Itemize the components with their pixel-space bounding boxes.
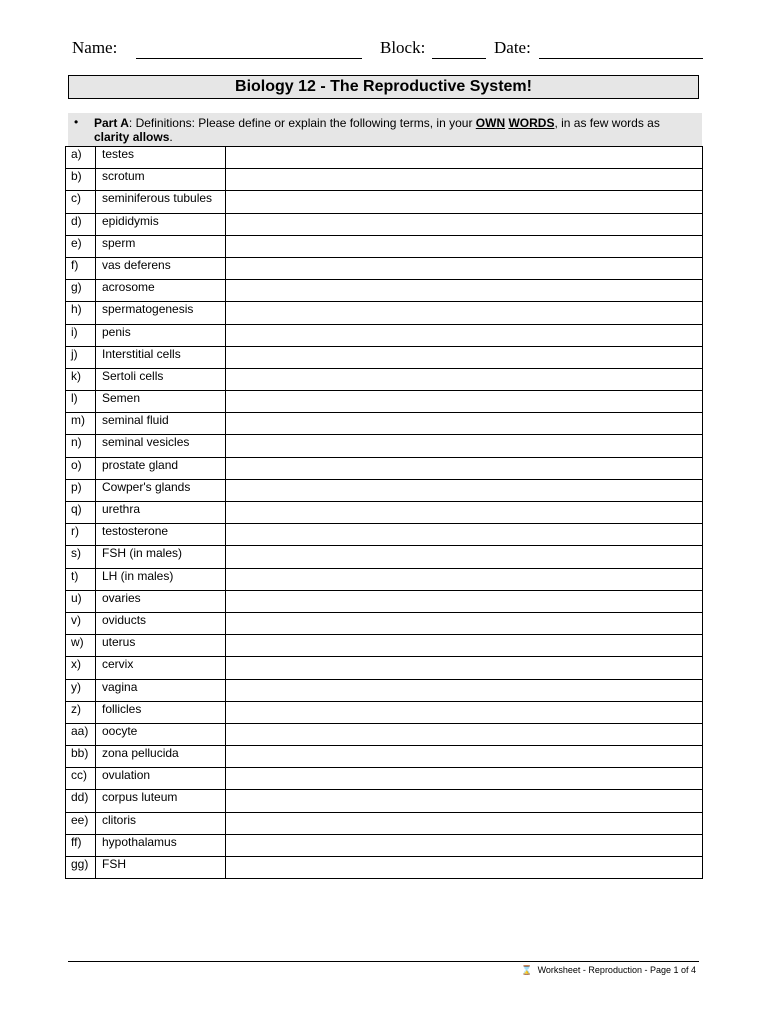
term-name: clitoris — [96, 812, 226, 834]
table-row — [66, 147, 703, 169]
table-row — [66, 368, 703, 390]
instructions-text: Definitions: Please define or explain the following terms, in your — [135, 116, 476, 130]
term-letter: aa) — [66, 723, 96, 745]
term-letter: ee) — [66, 812, 96, 834]
term-name: Interstitial cells — [96, 346, 226, 368]
term-name: oocyte — [96, 723, 226, 745]
part-colon: : — [128, 116, 133, 130]
table-row — [66, 324, 703, 346]
definition-answer-cell[interactable] — [226, 147, 703, 169]
term-name: spermatogenesis — [96, 302, 226, 324]
student-info-header — [70, 38, 710, 62]
term-name: sperm — [96, 235, 226, 257]
definition-answer-cell[interactable] — [226, 524, 703, 546]
term-name: LH (in males) — [96, 568, 226, 590]
table-row — [66, 635, 703, 657]
term-letter: z) — [66, 701, 96, 723]
term-letter: g) — [66, 280, 96, 302]
term-name: uterus — [96, 635, 226, 657]
table-row — [66, 568, 703, 590]
term-letter: s) — [66, 546, 96, 568]
part-a-instructions — [68, 113, 702, 146]
definition-answer-cell[interactable] — [226, 590, 703, 612]
footer-text: Worksheet - Reproduction - Page 1 of 4 — [537, 965, 696, 975]
definition-answer-cell[interactable] — [226, 368, 703, 390]
term-name: seminiferous tubules — [96, 191, 226, 213]
table-row — [66, 657, 703, 679]
table-row — [66, 346, 703, 368]
definition-answer-cell[interactable] — [226, 612, 703, 634]
table-row — [66, 413, 703, 435]
part-label: Part A — [94, 116, 129, 130]
term-name: penis — [96, 324, 226, 346]
term-name: prostate gland — [96, 457, 226, 479]
term-name: vas deferens — [96, 257, 226, 279]
term-letter: m) — [66, 413, 96, 435]
table-row — [66, 723, 703, 745]
name-blank[interactable] — [136, 58, 362, 59]
term-name: seminal vesicles — [96, 435, 226, 457]
worksheet-title: Biology 12 - The Reproductive System! — [68, 75, 699, 99]
term-letter: e) — [66, 235, 96, 257]
definition-answer-cell[interactable] — [226, 280, 703, 302]
term-letter: c) — [66, 191, 96, 213]
definitions-table — [65, 146, 703, 879]
term-letter: p) — [66, 479, 96, 501]
term-letter: x) — [66, 657, 96, 679]
term-letter: bb) — [66, 746, 96, 768]
term-letter: a) — [66, 147, 96, 169]
term-letter: dd) — [66, 790, 96, 812]
term-name: zona pellucida — [96, 746, 226, 768]
table-row — [66, 235, 703, 257]
table-row — [66, 812, 703, 834]
term-name: urethra — [96, 502, 226, 524]
definition-answer-cell[interactable] — [226, 191, 703, 213]
table-row — [66, 834, 703, 856]
term-letter: d) — [66, 213, 96, 235]
table-row — [66, 857, 703, 879]
hourglass-icon: ⌛ — [521, 965, 533, 975]
table-row — [66, 612, 703, 634]
term-letter: r) — [66, 524, 96, 546]
definition-answer-cell[interactable] — [226, 635, 703, 657]
term-name: ovulation — [96, 768, 226, 790]
definition-answer-cell[interactable] — [226, 435, 703, 457]
definition-answer-cell[interactable] — [226, 413, 703, 435]
table-row — [66, 746, 703, 768]
term-letter: h) — [66, 302, 96, 324]
date-blank[interactable] — [539, 58, 703, 59]
term-name: hypothalamus — [96, 834, 226, 856]
definition-answer-cell[interactable] — [226, 235, 703, 257]
definition-answer-cell[interactable] — [226, 169, 703, 191]
definition-answer-cell[interactable] — [226, 324, 703, 346]
term-letter: w) — [66, 635, 96, 657]
table-row — [66, 546, 703, 568]
table-row — [66, 213, 703, 235]
definition-answer-cell[interactable] — [226, 479, 703, 501]
term-name: Semen — [96, 391, 226, 413]
term-name: oviducts — [96, 612, 226, 634]
term-name: FSH (in males) — [96, 546, 226, 568]
term-name: FSH — [96, 857, 226, 879]
table-row — [66, 257, 703, 279]
term-name: follicles — [96, 701, 226, 723]
words-emphasis: WORDS — [508, 116, 555, 130]
definition-answer-cell[interactable] — [226, 723, 703, 745]
term-name: corpus luteum — [96, 790, 226, 812]
term-letter: v) — [66, 612, 96, 634]
table-row — [66, 502, 703, 524]
footer-divider — [68, 961, 699, 962]
definition-answer-cell[interactable] — [226, 346, 703, 368]
definition-answer-cell[interactable] — [226, 657, 703, 679]
term-letter: k) — [66, 368, 96, 390]
table-row — [66, 590, 703, 612]
date-label: Date: — [494, 38, 531, 57]
term-letter: i) — [66, 324, 96, 346]
table-row — [66, 701, 703, 723]
definition-answer-cell[interactable] — [226, 834, 703, 856]
term-letter: t) — [66, 568, 96, 590]
term-name: acrosome — [96, 280, 226, 302]
term-letter: ff) — [66, 834, 96, 856]
term-name: testosterone — [96, 524, 226, 546]
definition-answer-cell[interactable] — [226, 213, 703, 235]
term-letter: n) — [66, 435, 96, 457]
definition-answer-cell[interactable] — [226, 391, 703, 413]
definition-answer-cell[interactable] — [226, 679, 703, 701]
term-letter: q) — [66, 502, 96, 524]
term-name: Sertoli cells — [96, 368, 226, 390]
instructions-text-cont: , in as few words as — [554, 116, 660, 130]
term-letter: l) — [66, 391, 96, 413]
term-letter: o) — [66, 457, 96, 479]
table-row — [66, 768, 703, 790]
definition-answer-cell[interactable] — [226, 568, 703, 590]
table-row — [66, 280, 703, 302]
name-label: Name: — [72, 38, 118, 57]
table-row — [66, 457, 703, 479]
term-name: seminal fluid — [96, 413, 226, 435]
definition-answer-cell[interactable] — [226, 257, 703, 279]
term-name: cervix — [96, 657, 226, 679]
definition-answer-cell[interactable] — [226, 302, 703, 324]
instructions-period: . — [169, 130, 173, 144]
term-name: testes — [96, 147, 226, 169]
term-letter: y) — [66, 679, 96, 701]
table-row — [66, 169, 703, 191]
term-letter: cc) — [66, 768, 96, 790]
table-row — [66, 479, 703, 501]
table-row — [66, 302, 703, 324]
term-name: Cowper's glands — [96, 479, 226, 501]
table-row — [66, 391, 703, 413]
table-row — [66, 524, 703, 546]
term-letter: f) — [66, 257, 96, 279]
definition-answer-cell[interactable] — [226, 502, 703, 524]
term-name: vagina — [96, 679, 226, 701]
term-name: scrotum — [96, 169, 226, 191]
term-letter: b) — [66, 169, 96, 191]
term-name: ovaries — [96, 590, 226, 612]
definition-answer-cell[interactable] — [226, 546, 703, 568]
term-letter: gg) — [66, 857, 96, 879]
definition-answer-cell[interactable] — [226, 812, 703, 834]
definition-answer-cell[interactable] — [226, 790, 703, 812]
block-blank[interactable] — [432, 58, 486, 59]
block-label: Block: — [380, 38, 426, 57]
own-emphasis: OWN — [475, 116, 506, 130]
definition-answer-cell[interactable] — [226, 768, 703, 790]
term-letter: j) — [66, 346, 96, 368]
term-name: epididymis — [96, 213, 226, 235]
definition-answer-cell[interactable] — [226, 746, 703, 768]
table-row — [66, 679, 703, 701]
page-footer — [521, 965, 696, 976]
table-row — [66, 435, 703, 457]
definition-answer-cell[interactable] — [226, 857, 703, 879]
table-row — [66, 191, 703, 213]
bullet-icon: • — [74, 115, 79, 129]
definition-answer-cell[interactable] — [226, 457, 703, 479]
clarity-emphasis: clarity allows — [94, 130, 170, 144]
definition-answer-cell[interactable] — [226, 701, 703, 723]
table-row — [66, 790, 703, 812]
term-letter: u) — [66, 590, 96, 612]
